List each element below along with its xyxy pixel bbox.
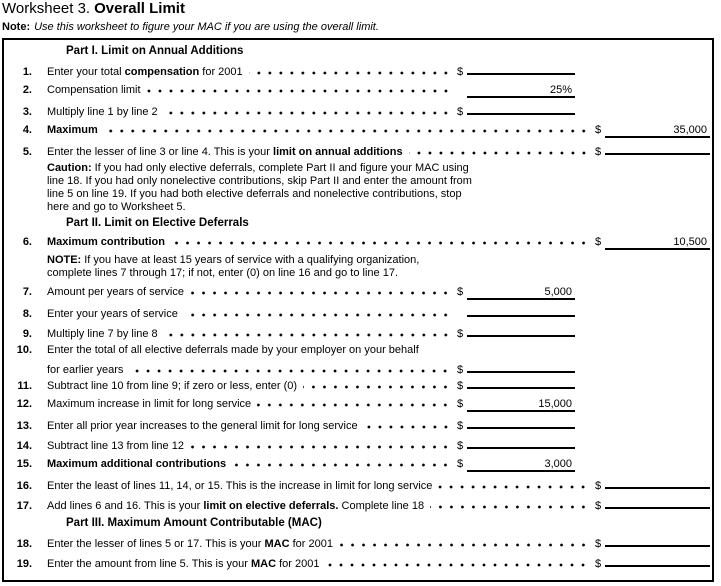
dollar-sign: $	[457, 106, 464, 118]
entry-value: 5,000	[544, 286, 572, 298]
entry-line	[467, 434, 575, 449]
line-label: Enter all prior year increases to the general limit for long service	[47, 420, 358, 432]
caution-paragraph	[47, 162, 481, 214]
answer-area	[595, 552, 710, 574]
line-number: 8.	[22, 308, 32, 320]
line-label: Enter your years of service	[47, 308, 178, 320]
dot-leader	[438, 485, 591, 489]
answer-area	[457, 83, 575, 98]
dollar-sign: $	[595, 146, 602, 158]
line-label: Multiply line 1 by line 2	[47, 106, 158, 118]
dot-leader	[303, 385, 453, 389]
line-9	[4, 322, 712, 342]
entry-line	[605, 532, 710, 547]
answer-area	[457, 302, 575, 317]
line-number: 6.	[22, 236, 32, 248]
worksheet-title	[2, 0, 185, 17]
answer-area	[457, 100, 575, 122]
answer-area	[595, 120, 710, 140]
usage-note	[2, 21, 379, 33]
dot-leader	[257, 403, 453, 407]
dot-leader	[184, 313, 453, 317]
entry-value: 10,500	[673, 236, 707, 248]
line-17	[4, 494, 712, 514]
entry-line	[605, 494, 710, 509]
line-label: Enter the amount from line 5. This is your MAC for 2001	[47, 558, 320, 570]
line-16	[4, 474, 712, 494]
entry-line	[467, 358, 575, 373]
line-number: 19.	[16, 558, 32, 570]
line-label: Enter the least of lines 11, 14, or 15. This is the increase in limit for long service	[47, 480, 433, 492]
dot-leader	[249, 71, 453, 75]
dot-leader	[147, 89, 453, 93]
line-label: Subtract line 10 from line 9; if zero or less, enter (0)	[47, 380, 298, 392]
line-number: 7.	[22, 286, 32, 298]
part-1-header: Part I. Limit on Annual Additions	[66, 45, 244, 57]
entry-line	[467, 397, 575, 412]
line-1	[4, 60, 712, 80]
line-number: 3.	[22, 106, 32, 118]
entry-value: 25%	[549, 84, 572, 96]
line-2	[4, 80, 712, 100]
entry-line	[467, 302, 575, 317]
usage-note-label: Note:	[2, 21, 31, 33]
dollar-sign: $	[457, 364, 464, 376]
line-label: Add lines 6 and 16. This is your limit on elective deferrals. Complete line 18	[47, 500, 425, 512]
dot-leader	[190, 445, 453, 449]
line-6	[4, 232, 712, 252]
entry-line	[605, 552, 710, 567]
dot-leader	[171, 241, 591, 245]
entry-value: 3,000	[544, 458, 572, 470]
line-18	[4, 532, 712, 552]
entry-line	[605, 474, 710, 489]
line-number: 9.	[22, 328, 32, 340]
line-label: Maximum	[47, 124, 98, 136]
part-2-header: Part II. Limit on Elective Deferrals	[66, 217, 249, 229]
line-label: Maximum additional contributions	[47, 458, 227, 470]
dot-leader	[190, 291, 453, 295]
dollar-sign: $	[457, 328, 464, 340]
dollar-sign: $	[457, 286, 464, 298]
answer-area	[457, 322, 575, 344]
line-label: Subtract line 13 from line 12	[47, 440, 184, 452]
line-number: 1.	[22, 66, 32, 78]
line-number: 16.	[16, 480, 32, 492]
dot-leader	[325, 563, 591, 567]
dot-leader	[164, 333, 453, 337]
line-7	[4, 282, 712, 302]
answer-area	[457, 60, 575, 82]
dot-leader	[129, 369, 453, 373]
dollar-sign: $	[595, 500, 602, 512]
caution-text: If you had only elective deferrals, complete Part II and figure your MAC using line 18. If you had only nonelective contributions, skip Part II and enter the amount from line 5 on line 19. If you had both elective deferrals and nonelective contributions, stop here and go to Worksheet 5.	[47, 162, 472, 213]
entry-line	[467, 374, 575, 389]
line-14	[4, 434, 712, 454]
entry-line	[605, 235, 710, 250]
dollar-sign: $	[595, 538, 602, 550]
answer-area	[457, 374, 575, 396]
dot-leader	[104, 129, 591, 133]
note-label: NOTE:	[47, 254, 82, 266]
part-3-header: Part III. Maximum Amount Contributable (MAC)	[66, 517, 322, 529]
line-number: 11.	[17, 380, 32, 392]
note-text: If you have at least 15 years of service with a qualifying organization, complete lines 7 through 17; if not, enter (0) on line 16 and go to line 17.	[47, 254, 420, 279]
line-number: 15.	[16, 458, 32, 470]
line-3	[4, 100, 712, 120]
entry-line	[605, 140, 710, 155]
answer-area	[457, 454, 575, 474]
entry-line	[605, 123, 710, 138]
dot-leader	[364, 425, 453, 429]
line-number: 12.	[16, 398, 32, 410]
line-label: Compensation limit	[47, 84, 141, 96]
dollar-sign: $	[457, 440, 464, 452]
line-label: Enter your total compensation for 2001	[47, 66, 243, 78]
line-number: 18.	[16, 538, 32, 550]
dollar-sign: $	[457, 420, 464, 432]
line-label: Enter the total of all elective deferrals made by your employer on your behalf for earlier years $	[47, 342, 712, 378]
line-number: 17.	[16, 500, 32, 512]
line-8	[4, 302, 712, 322]
line-10	[4, 342, 712, 374]
answer-area	[457, 434, 575, 456]
line-label: Enter the lesser of line 3 or line 4. This is your limit on annual additions	[47, 146, 403, 158]
dollar-sign: $	[595, 124, 602, 136]
line-19	[4, 552, 712, 572]
dollar-sign: $	[457, 66, 464, 78]
line-13	[4, 414, 712, 434]
line-label: Amount per years of service	[47, 286, 184, 298]
note-paragraph	[47, 254, 459, 280]
entry-line	[467, 285, 575, 300]
line-label: Enter the lesser of lines 5 or 17. This is your MAC for 2001	[47, 538, 333, 550]
dollar-sign: $	[457, 398, 464, 410]
dot-leader	[232, 463, 453, 467]
line-5	[4, 140, 712, 160]
line-label: Multiply line 7 by line 8	[47, 328, 158, 340]
answer-area	[457, 414, 575, 436]
line-4	[4, 120, 712, 140]
line-label: Maximum contribution	[47, 236, 165, 248]
line-15	[4, 454, 712, 474]
worksheet-table	[2, 38, 714, 582]
entry-line	[467, 322, 575, 337]
answer-area	[595, 532, 710, 554]
line-number: 14.	[16, 440, 32, 452]
entry-line	[467, 60, 575, 75]
answer-area	[595, 140, 710, 162]
dot-leader	[430, 505, 591, 509]
answer-area	[595, 494, 710, 516]
caution-label: Caution:	[47, 162, 92, 174]
answer-area	[595, 474, 710, 496]
dollar-sign: $	[457, 458, 464, 470]
line-number: 5.	[22, 146, 32, 158]
usage-note-text: Use this worksheet to figure your MAC if you are using the overall limit.	[34, 21, 379, 33]
dot-leader	[164, 111, 453, 115]
entry-line	[467, 457, 575, 472]
entry-value: 35,000	[673, 124, 707, 136]
entry-line	[467, 83, 575, 98]
line-number: 10.	[16, 344, 32, 356]
dollar-sign: $	[457, 380, 464, 392]
answer-area	[457, 282, 575, 302]
entry-value: 15,000	[538, 398, 572, 410]
line-number: 2.	[22, 84, 32, 96]
entry-line	[467, 414, 575, 429]
dollar-sign: $	[595, 558, 602, 570]
answer-area	[595, 232, 710, 252]
line-12	[4, 394, 712, 414]
worksheet-title-emphasis: Overall Limit	[94, 0, 185, 17]
answer-area	[457, 394, 575, 414]
dot-leader	[339, 543, 591, 547]
dollar-sign: $	[595, 480, 602, 492]
dollar-sign: $	[595, 236, 602, 248]
line-number: 4.	[22, 124, 32, 136]
entry-line	[467, 100, 575, 115]
line-number: 13.	[16, 420, 32, 432]
dot-leader	[409, 151, 591, 155]
worksheet-title-prefix: Worksheet 3.	[2, 0, 91, 17]
line-label: Maximum increase in limit for long service	[47, 398, 252, 410]
